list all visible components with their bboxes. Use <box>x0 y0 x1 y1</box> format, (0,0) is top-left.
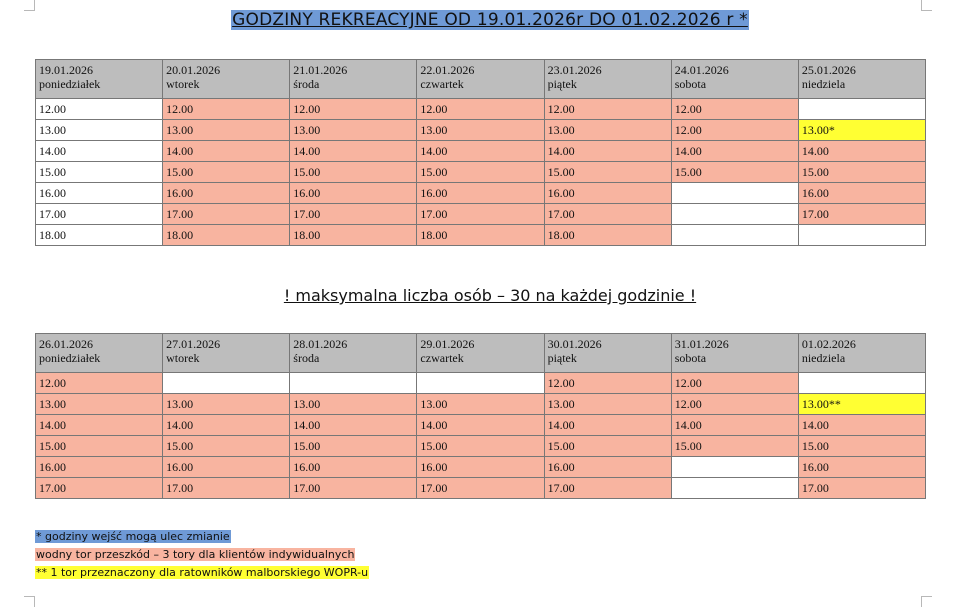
day-header-date: 29.01.2026 <box>420 337 475 351</box>
table-row <box>36 183 926 204</box>
time-slot-cell: 17.00 <box>417 204 544 225</box>
time-slot-cell: 15.00 <box>671 162 798 183</box>
time-slot-cell: 15.00 <box>163 162 290 183</box>
legend-note-text: ** 1 tor przeznaczony dla ratowników malborskiego WOPR-u <box>36 566 369 579</box>
legend-note-obstacle-course <box>35 546 369 564</box>
time-slot-cell: 14.00 <box>36 415 163 436</box>
capacity-notice-text: ! maksymalna liczba osób – 30 na każdej godzinie ! <box>283 286 697 305</box>
day-header-weekday: poniedziałek <box>39 351 101 365</box>
time-slot-cell: 17.00 <box>36 204 163 225</box>
time-slot-cell: 16.00 <box>163 457 290 478</box>
time-slot-cell: 18.00 <box>290 225 417 246</box>
day-header-weekday: poniedziałek <box>39 77 101 91</box>
time-slot-cell: 12.00 <box>544 373 671 394</box>
time-slot-cell: 12.00 <box>544 99 671 120</box>
time-slot-cell: 15.00 <box>798 436 925 457</box>
time-slot-cell: 18.00 <box>163 225 290 246</box>
table-row <box>36 204 926 225</box>
time-slot-cell: 15.00 <box>798 162 925 183</box>
time-slot-cell: 14.00 <box>417 141 544 162</box>
time-slot-cell: 16.00 <box>798 457 925 478</box>
time-slot-cell: 18.00 <box>36 225 163 246</box>
day-header <box>798 60 925 99</box>
time-slot-cell: 15.00 <box>290 162 417 183</box>
time-slot-cell: 17.00 <box>417 478 544 499</box>
day-header-weekday: niedziela <box>801 351 846 365</box>
table-header-row <box>36 60 926 99</box>
time-slot-cell <box>798 225 925 246</box>
table-row <box>36 162 926 183</box>
time-slot-cell: 17.00 <box>163 204 290 225</box>
time-slot-cell: 14.00 <box>36 141 163 162</box>
day-header-date: 26.01.2026 <box>39 337 93 351</box>
time-slot-cell: 13.00* <box>798 120 925 141</box>
time-slot-cell: 14.00 <box>798 141 925 162</box>
time-slot-cell: 15.00 <box>544 162 671 183</box>
time-slot-cell: 16.00 <box>417 183 544 204</box>
table-header-row <box>36 334 926 373</box>
time-slot-cell <box>163 373 290 394</box>
legend-note-lifeguard-lane <box>35 564 369 582</box>
day-header <box>36 334 163 373</box>
table-row <box>36 99 926 120</box>
time-slot-cell: 13.00** <box>798 394 925 415</box>
time-slot-cell: 17.00 <box>798 478 925 499</box>
day-header-date: 31.01.2026 <box>674 337 729 351</box>
time-slot-cell: 13.00 <box>290 394 417 415</box>
time-slot-cell: 16.00 <box>36 457 163 478</box>
table-row <box>36 120 926 141</box>
day-header-weekday: sobota <box>674 77 707 91</box>
time-slot-cell: 14.00 <box>798 415 925 436</box>
time-slot-cell: 15.00 <box>36 162 163 183</box>
legend-note-hours-change <box>35 528 369 546</box>
time-slot-cell: 13.00 <box>36 394 163 415</box>
table-row <box>36 478 926 499</box>
time-slot-cell: 12.00 <box>417 99 544 120</box>
time-slot-cell: 13.00 <box>36 120 163 141</box>
day-header-date: 27.01.2026 <box>166 337 221 351</box>
capacity-notice <box>0 286 980 305</box>
time-slot-cell: 17.00 <box>544 478 671 499</box>
time-slot-cell: 15.00 <box>417 162 544 183</box>
day-header-weekday: wtorek <box>166 351 200 365</box>
time-slot-cell: 14.00 <box>163 415 290 436</box>
time-slot-cell <box>798 99 925 120</box>
time-slot-cell: 13.00 <box>544 394 671 415</box>
table-row <box>36 415 926 436</box>
day-header-date: 20.01.2026 <box>166 63 221 77</box>
time-slot-cell: 16.00 <box>290 183 417 204</box>
day-header <box>671 334 798 373</box>
legend-note-text: * godziny wejść mogą ulec zmianie <box>36 530 230 543</box>
time-slot-cell: 12.00 <box>671 394 798 415</box>
time-slot-cell: 12.00 <box>36 373 163 394</box>
time-slot-cell <box>417 373 544 394</box>
day-header-date: 28.01.2026 <box>293 337 348 351</box>
time-slot-cell: 14.00 <box>163 141 290 162</box>
day-header-date: 24.01.2026 <box>674 63 729 77</box>
day-header <box>544 334 671 373</box>
day-header <box>290 334 417 373</box>
day-header-weekday: piątek <box>547 77 577 91</box>
time-slot-cell: 12.00 <box>36 99 163 120</box>
day-header <box>163 60 290 99</box>
day-header-date: 25.01.2026 <box>801 63 856 77</box>
time-slot-cell: 16.00 <box>163 183 290 204</box>
day-header-weekday: wtorek <box>166 77 200 91</box>
day-header <box>417 334 544 373</box>
day-header-weekday: środa <box>293 351 320 365</box>
table-row <box>36 457 926 478</box>
time-slot-cell: 14.00 <box>544 141 671 162</box>
day-header-weekday: piątek <box>547 351 577 365</box>
time-slot-cell: 16.00 <box>544 457 671 478</box>
time-slot-cell: 17.00 <box>290 204 417 225</box>
time-slot-cell: 12.00 <box>163 99 290 120</box>
time-slot-cell: 13.00 <box>417 394 544 415</box>
day-header <box>417 60 544 99</box>
time-slot-cell: 12.00 <box>671 99 798 120</box>
document-title <box>0 10 980 30</box>
schedule-table-week-2 <box>35 333 926 499</box>
time-slot-cell: 14.00 <box>671 415 798 436</box>
day-header-weekday: czwartek <box>420 77 464 91</box>
table-row <box>36 373 926 394</box>
time-slot-cell: 12.00 <box>290 99 417 120</box>
time-slot-cell: 18.00 <box>544 225 671 246</box>
time-slot-cell: 14.00 <box>417 415 544 436</box>
schedule-table-week-1 <box>35 59 926 246</box>
table-row <box>36 225 926 246</box>
time-slot-cell <box>671 204 798 225</box>
day-header <box>290 60 417 99</box>
day-header-weekday: czwartek <box>420 351 464 365</box>
time-slot-cell: 16.00 <box>798 183 925 204</box>
time-slot-cell: 17.00 <box>290 478 417 499</box>
time-slot-cell: 13.00 <box>544 120 671 141</box>
time-slot-cell: 15.00 <box>163 436 290 457</box>
day-header-date: 22.01.2026 <box>420 63 475 77</box>
legend <box>35 528 369 582</box>
time-slot-cell <box>671 183 798 204</box>
page-corner-mark <box>24 596 35 607</box>
time-slot-cell: 15.00 <box>544 436 671 457</box>
time-slot-cell <box>671 457 798 478</box>
day-header <box>36 60 163 99</box>
time-slot-cell: 14.00 <box>290 415 417 436</box>
time-slot-cell: 15.00 <box>671 436 798 457</box>
time-slot-cell: 12.00 <box>671 120 798 141</box>
day-header-weekday: środa <box>293 77 320 91</box>
time-slot-cell: 14.00 <box>290 141 417 162</box>
time-slot-cell: 17.00 <box>163 478 290 499</box>
time-slot-cell: 16.00 <box>290 457 417 478</box>
time-slot-cell: 16.00 <box>544 183 671 204</box>
time-slot-cell: 17.00 <box>798 204 925 225</box>
day-header-date: 23.01.2026 <box>547 63 602 77</box>
day-header-weekday: sobota <box>674 351 707 365</box>
table-row <box>36 436 926 457</box>
day-header-date: 30.01.2026 <box>547 337 602 351</box>
time-slot-cell: 12.00 <box>671 373 798 394</box>
time-slot-cell: 17.00 <box>36 478 163 499</box>
time-slot-cell <box>671 478 798 499</box>
time-slot-cell: 16.00 <box>417 457 544 478</box>
time-slot-cell: 15.00 <box>36 436 163 457</box>
time-slot-cell <box>290 373 417 394</box>
day-header <box>163 334 290 373</box>
time-slot-cell: 15.00 <box>290 436 417 457</box>
time-slot-cell: 16.00 <box>36 183 163 204</box>
table-row <box>36 141 926 162</box>
day-header-weekday: niedziela <box>801 77 846 91</box>
day-header <box>798 334 925 373</box>
time-slot-cell <box>798 373 925 394</box>
legend-note-text: wodny tor przeszkód – 3 tory dla klientów indywidualnych <box>36 548 355 561</box>
time-slot-cell: 14.00 <box>544 415 671 436</box>
table-row <box>36 394 926 415</box>
time-slot-cell: 13.00 <box>290 120 417 141</box>
day-header <box>544 60 671 99</box>
time-slot-cell: 15.00 <box>417 436 544 457</box>
day-header-date: 01.02.2026 <box>801 337 856 351</box>
time-slot-cell: 14.00 <box>671 141 798 162</box>
day-header-date: 21.01.2026 <box>293 63 348 77</box>
time-slot-cell: 13.00 <box>417 120 544 141</box>
day-header <box>671 60 798 99</box>
day-header-date: 19.01.2026 <box>39 63 93 77</box>
time-slot-cell: 18.00 <box>417 225 544 246</box>
time-slot-cell: 13.00 <box>163 394 290 415</box>
document-title-text: GODZINY REKREACYJNE OD 19.01.2026r DO 01.02.2026 r * <box>232 10 748 30</box>
time-slot-cell: 17.00 <box>544 204 671 225</box>
time-slot-cell <box>671 225 798 246</box>
time-slot-cell: 13.00 <box>163 120 290 141</box>
page-corner-mark <box>921 596 932 607</box>
